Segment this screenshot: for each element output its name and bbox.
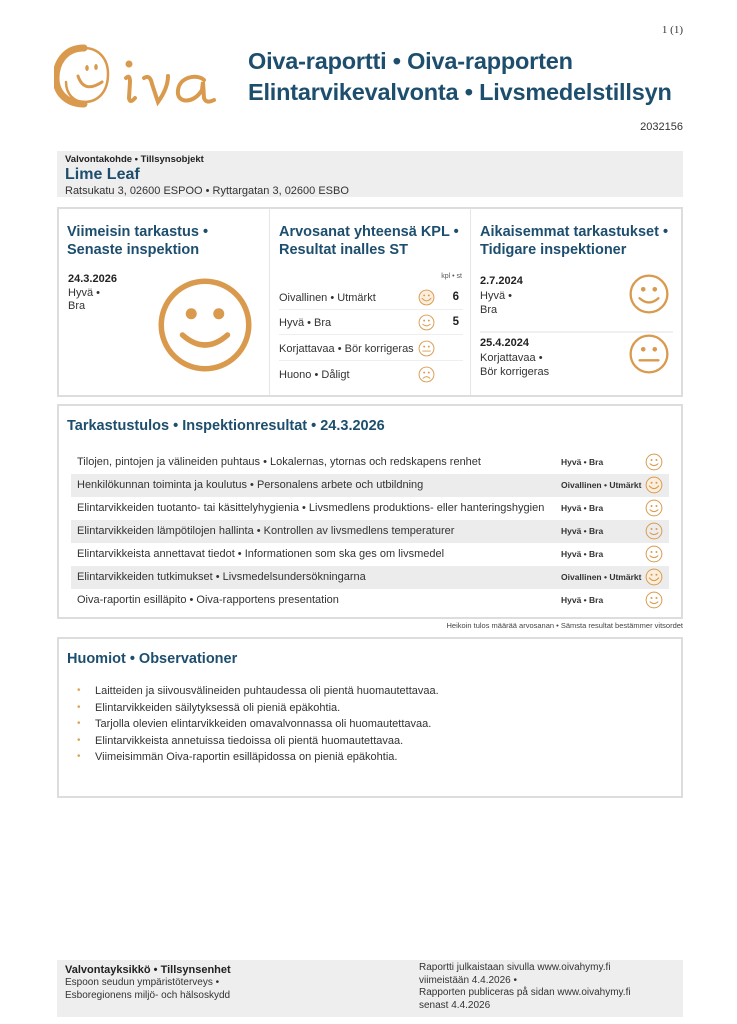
smiley-good-icon	[645, 522, 663, 540]
supervision-unit: Valvontayksikkö • Tillsynsenhet Espoon seudun ympäristöterveys • Esboregionens miljö- och hälsoskydd	[65, 964, 231, 1001]
result-row: Henkilökunnan toiminta ja koulutus • Personalens arbete och utbildning Oivallinen • Utmärkt	[71, 474, 669, 497]
count-unit-label: kpl • st	[441, 273, 462, 280]
target-label: Valvontakohde • Tillsynsobjekt	[65, 154, 204, 165]
previous-inspection-item: 2.7.2024 Hyvä • Bra	[480, 273, 673, 333]
latest-inspection	[59, 209, 265, 395]
smiley-excellent-icon	[645, 568, 663, 586]
title-line-2: Elintarvikevalvonta • Livsmedelstillsyn	[248, 79, 672, 105]
observation-item: • Tarjolla olevien elintarvikkeiden omavalvonnassa oli huomautettavaa.	[77, 716, 439, 733]
publication-info: Raportti julkaistaan sivulla www.oivahymy.fi viimeistään 4.4.2026 • Rapporten publiceras på sidan www.oivahymy.fi senast 4.4.2026	[419, 962, 631, 1011]
smiley-sad-icon	[418, 366, 435, 383]
report-id: 2032156	[640, 121, 683, 133]
grade-total-row: Korjattavaa • Bör korrigeras	[279, 337, 463, 361]
result-row: Elintarvikkeiden lämpötilojen hallinta • Kontrollen av livsmedlens temperaturer Hyvä • Bra	[71, 520, 669, 543]
latest-inspection-title: Viimeisin tarkastus • Senaste inspektion	[67, 224, 209, 258]
bullet-icon: •	[77, 701, 81, 713]
grade-total-row: Huono • Dåligt	[279, 363, 463, 387]
observation-item: • Elintarvikkeiden säilytyksessä oli pieniä epäkohtia.	[77, 700, 439, 717]
result-row: Oiva-raportin esilläpito • Oiva-rapportens presentation Hyvä • Bra	[71, 589, 669, 612]
observations-title: Huomiot • Observationer	[67, 651, 238, 667]
smiley-good-icon	[628, 273, 670, 315]
smiley-good-icon	[645, 453, 663, 471]
observations-list	[77, 683, 439, 766]
bullet-icon: •	[77, 751, 81, 762]
previous-inspection-item: 25.4.2024 Korjattavaa • Bör korrigeras	[480, 335, 673, 395]
previous-inspections	[470, 209, 681, 395]
observation-item: • Elintarvikkeista annetuissa tiedoissa oli pientä huomautettavaa.	[77, 733, 439, 750]
grade-totals-title: Arvosanat yhteensä KPL • Resultat inalles ST	[279, 224, 459, 258]
target-name: Lime Leaf	[65, 166, 140, 183]
result-row: Elintarvikkeiden tuotanto- tai käsittelyhygienia • Livsmedlens produktions- eller hanteringshygien Hyvä • Bra	[71, 497, 669, 520]
report-footer	[57, 960, 683, 1017]
grade-total-row: Oivallinen • Utmärkt 6	[279, 286, 463, 310]
latest-inspection-date: 24.3.2026	[68, 273, 117, 285]
smiley-good-icon	[155, 275, 255, 375]
observation-item: • Viimeisimmän Oiva-raportin esilläpidossa on pieniä epäkohtia.	[77, 749, 439, 766]
inspection-results-title: Tarkastustulos • Inspektionresultat • 24.3.2026	[67, 418, 385, 434]
smiley-good-icon	[645, 499, 663, 517]
smiley-good-icon	[418, 314, 435, 331]
bullet-icon: •	[77, 718, 81, 729]
bullet-icon: •	[77, 685, 81, 696]
smiley-excellent-icon	[645, 476, 663, 494]
report-header	[54, 42, 684, 112]
page-number: 1 (1)	[661, 24, 683, 36]
observation-item: • Laitteiden ja siivousvälineiden puhtaudessa oli pientä huomautettavaa.	[77, 683, 439, 700]
observations-panel	[57, 637, 683, 798]
inspection-target	[57, 151, 683, 197]
smiley-good-icon	[645, 545, 663, 563]
grade-total-row: Hyvä • Bra 5	[279, 311, 463, 335]
title-line-1: Oiva-raportti • Oiva-rapporten	[248, 48, 573, 74]
inspection-results-panel	[57, 404, 683, 619]
bullet-icon: •	[77, 734, 81, 746]
previous-inspections-title: Aikaisemmat tarkastukset • Tidigare inspektioner	[480, 224, 669, 258]
results-footnote: Heikoin tulos määrää arvosanan • Sämsta resultat bestämmer vitsordet	[446, 621, 683, 630]
smiley-excellent-icon	[418, 289, 435, 306]
smiley-neutral-icon	[628, 333, 670, 375]
summary-panel	[57, 207, 683, 397]
results-list	[71, 451, 669, 612]
report-title	[248, 46, 672, 108]
result-row: Elintarvikkeista annettavat tiedot • Informationen som ska ges om livsmedel Hyvä • Bra	[71, 543, 669, 566]
result-row: Tilojen, pintojen ja välineiden puhtaus • Lokalernas, ytornas och redskapens renhet Hyvä • Bra	[71, 451, 669, 474]
result-row: Elintarvikkeiden tutkimukset • Livsmedelsundersökningarna Oivallinen • Utmärkt	[71, 566, 669, 589]
grade-totals	[269, 209, 469, 395]
oiva-logo	[54, 42, 234, 108]
smiley-neutral-icon	[418, 340, 435, 357]
smiley-good-icon	[645, 591, 663, 609]
target-address: Ratsukatu 3, 02600 ESPOO • Ryttargatan 3, 02600 ESBO	[65, 185, 349, 197]
latest-inspection-grade: Hyvä • Bra	[68, 287, 100, 312]
